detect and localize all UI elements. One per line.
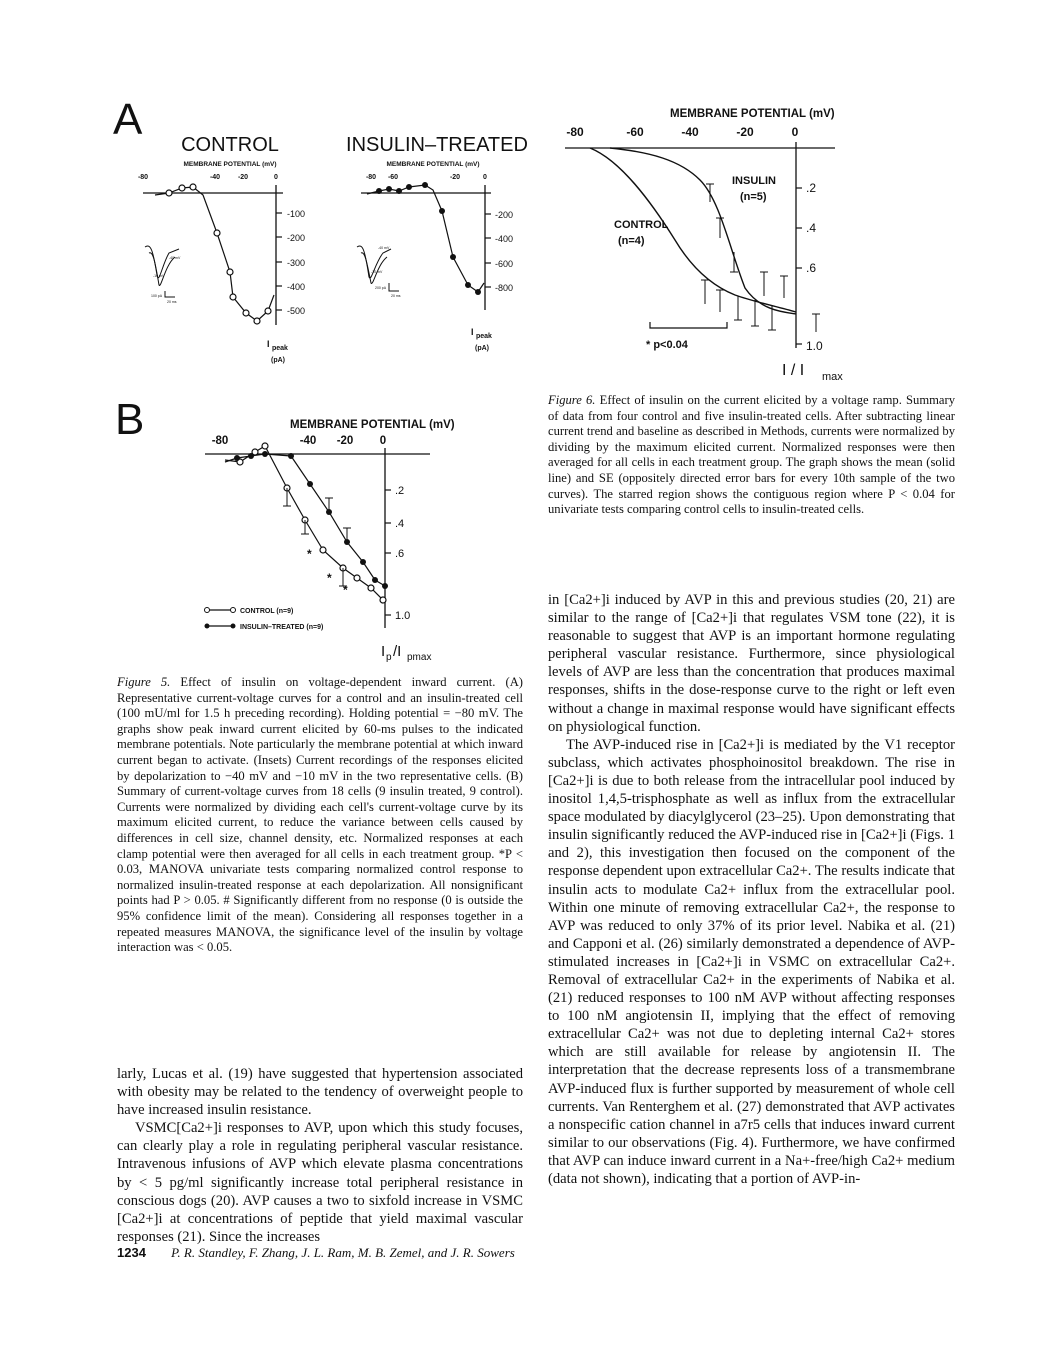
fig6-insulin-curve — [610, 148, 796, 314]
svg-text:p: p — [386, 652, 392, 663]
inset-label: 100 pA — [151, 294, 163, 298]
svg-text:*: * — [307, 547, 312, 561]
panel-b-y-tick: 1.0 — [395, 610, 411, 622]
control-x-tick: -20 — [237, 174, 249, 181]
panel-b-error-bars — [283, 488, 351, 586]
insulin-x-tick: -20 — [449, 174, 461, 181]
left-column-text — [117, 1065, 523, 1246]
figure6-caption-text: Effect of insulin on the current elicited by a voltage ramp. Summary of data from four control and five insulin-treated cells. After subtracting linear current trend and baseline as described in Methods, currents were normalized by dividing by the maximum elicited current. Normalized responses were then averaged for all cells in each treatment group. The graph shows the mean (solid line) and SE (oppositely directed error bars for every 10th sample of the two curves). The starred region shows the contiguous region where P < 0.04 for univariate tests comparing control cells to insulin-treated cells. — [548, 393, 955, 517]
insulin-y-tick: -800 — [495, 283, 514, 293]
insulin-title: INSULIN–TREATED — [346, 134, 528, 156]
fig6-x-tick: -20 — [736, 125, 754, 139]
svg-text:pmax: pmax — [407, 652, 432, 663]
insulin-x-tick: -60 — [387, 174, 399, 181]
insulin-x-tick: 0 — [483, 174, 487, 181]
fig6-x-tick: -60 — [626, 125, 644, 139]
fig6-axis-title: MEMBRANE POTENTIAL (mV) — [670, 108, 835, 120]
insulin-x-tick: -80 — [365, 174, 377, 181]
control-y-tick: -300 — [287, 258, 306, 268]
insulin-y-tick: -200 — [495, 210, 514, 220]
fig6-imax-label: I / I — [782, 362, 805, 379]
panel-b-control-points — [237, 443, 386, 603]
control-pa-label: (pA) — [271, 357, 285, 364]
control-y-tick: -400 — [287, 282, 306, 292]
insulin-axis-title: MEMBRANE POTENTIAL (mV) — [386, 161, 480, 168]
page-number: 1234 — [117, 1245, 146, 1260]
inset-label: -40 mV — [169, 256, 181, 260]
paragraph: The AVP-induced rise in [Ca2+]i is mediated by the V1 receptor subclass, which activates phosphoinositol breakdown. The rise in [Ca2+]i is due to both release from the intracellular pool induced by inositol 1,4,5-trisphosphate as well as influx from the extracellular space modulated by diacylglycerol (23–25). Upon demonstrating that insulin significantly reduced the AVP-induced rise in [Ca2+]i (Figs. 1 and 2), this investigation then focused on the component of the response dependent upon extracellular Ca2+. The results indicate that insulin acts to modulate Ca2+ influx from the extracellular pool. Within one minute of removing extracellular Ca2+, the response to AVP was reduced to only 37% of its prior level. Nabika et al. (21) and Capponi et al. (26) similarly demonstrated a dependence of AVP-stimulated increases in [Ca2+]i in VSMC on extracellular Ca2+. Removal of extracellular Ca2+ in the experiments of Nabika et al. (21) reduced responses to 100 nM AVP without affecting responses to 100 nM angiotensin II, implying that the effect of removing extracellular Ca2+ was not due to depleting internal Ca2+ stores which are still available for release by angiotensin II. The interpretation that the decrease represents loss of a transmembrane AVP-induced flux is further supported by measurement of whole cell currents. Van Renterghem et al. (27) demonstrated that AVP activates a nonspecific cation channel in a7r5 cells that induces inward current similar to our observations (Fig. 4). Furthermore, we have confirmed that AVP can induce inward current in a Na+-free/high Ca2+ medium (data not shown), indicating that a portion of AVP-in- — [548, 736, 955, 1187]
insulin-pa-label: (pA) — [475, 345, 489, 352]
paragraph: larly, Lucas et al. (19) have suggested that hypertension associated with obesity may be related to the tendency of overweight people to have increased insulin resistance. — [117, 1066, 523, 1119]
panel-a-letter: A — [113, 95, 143, 144]
fig6-signif-label: * p<0.04 — [646, 339, 688, 351]
panel-b-x-tick: -40 — [299, 435, 317, 447]
fig6-control-label: CONTROL — [614, 219, 669, 231]
panel-b-letter: B — [115, 395, 145, 444]
fig6-x-tick: -80 — [566, 125, 584, 139]
figure5-panel-b — [195, 410, 465, 670]
panel-b-y-tick: .4 — [395, 518, 405, 530]
control-axis-title: MEMBRANE POTENTIAL (mV) — [183, 161, 277, 168]
ipmax-label: I — [381, 643, 386, 660]
fig6-x-tick: -40 — [681, 125, 699, 139]
control-y-tick: -100 — [287, 209, 306, 219]
fig6-y-tick: .4 — [806, 221, 817, 235]
svg-text:/I: /I — [393, 643, 402, 660]
control-title: CONTROL — [181, 134, 279, 156]
inset-label: -40 mV — [378, 246, 390, 250]
inset-scale-bar — [389, 283, 399, 291]
panel-b-x-tick: -80 — [211, 435, 229, 447]
figure5-caption-label: Figure 5. — [117, 675, 171, 689]
control-points — [166, 184, 271, 324]
control-y-tick: -200 — [287, 233, 306, 243]
insulin-iv-curve — [367, 185, 484, 292]
svg-text:*: * — [327, 571, 332, 585]
legend-control: CONTROL (n=9) — [240, 608, 294, 615]
inset-scale-bar — [165, 291, 175, 297]
fig6-signif-bracket — [650, 322, 727, 328]
panel-b-x-tick: -20 — [336, 435, 354, 447]
panel-b-insulin-points — [234, 451, 388, 589]
fig6-error-bars — [701, 184, 820, 332]
figure5-caption — [117, 675, 523, 956]
inset-label: -10 mV — [153, 274, 165, 278]
control-ipeak-label: I — [267, 339, 270, 349]
insulin-points — [376, 182, 481, 295]
panel-b-axis-title: MEMBRANE POTENTIAL (mV) — [290, 419, 455, 431]
figure5-caption-text: Effect of insulin on voltage-dependent inward current. (A) Representative current-voltage curves for a control and an insulin-treated cell (100 mU/ml for 1.5 h preceding recording). Holding potential = −80 mV. The graphs show peak inward current elicited by 60-ms pulses to the indicated membrane potentials. Note particularly the membrane potential at which inward current began to activate. (Insets) Current recordings of the responses elicited by depolarization to −40 mV and −10 mV in the two representative cells. (B) Summary of current-voltage curves from 18 cells (9 insulin treated, 9 control). Currents were normalized by dividing each cell's current-voltage curve by its maximum elicited current, to reduce the variance between cells caused by differences in cell size, channel density, etc. Normalized responses at each clamp potential were then averaged for all cells in each treatment group. *P < 0.03, MANOVA univariate tests comparing normalized control response to normalized insulin-treated response at each depolarization. All nonsignificant points had P > 0.05. # Significantly different from no response (0 is outside the 95% confidence limit of the mean). Considering all responses together in a repeated measures MANOVA, the significance level of the insulin by voltage interaction was < 0.05. — [117, 675, 523, 955]
inset-label: 20 ms — [167, 300, 177, 304]
insulin-y-tick: -400 — [495, 234, 514, 244]
control-ipeak-sub: peak — [272, 345, 288, 352]
control-y-tick: -500 — [287, 306, 306, 316]
control-x-tick: -80 — [137, 174, 149, 181]
fig6-control-n: (n=4) — [618, 235, 645, 247]
paragraph: in [Ca2+]i induced by AVP in this and previous studies (20, 21) are similar to the range of [Ca2+]i that regulates VSM tone (22), it is reasonable to suggest that AVP is an important hormone regulating peripheral vascular resistance. Furthermore, since physiological levels of AVP are less than the concentration that produces maximal responses, shifts in the dose-response curve to the right or left even without a change in maximal response would have significant effects on physiological function. — [548, 592, 955, 735]
inset-label: -10 mV — [371, 270, 383, 274]
panel-b-x-tick: 0 — [379, 435, 387, 447]
figure5-panel-a — [135, 125, 535, 365]
svg-text:*: * — [343, 583, 348, 597]
insulin-ipeak-label: I — [471, 327, 474, 337]
inset-label: 20 ms — [391, 294, 401, 298]
figure6-chart — [550, 100, 970, 390]
panel-b-y-tick: .6 — [395, 548, 405, 560]
fig6-imax-sub: max — [822, 371, 843, 383]
fig6-insulin-n: (n=5) — [740, 191, 767, 203]
figure6-caption-label: Figure 6. — [548, 393, 596, 407]
insulin-y-tick: -600 — [495, 259, 514, 269]
authors: P. R. Standley, F. Zhang, J. L. Ram, M. B. Zemel, and J. R. Sowers — [171, 1245, 515, 1260]
inset-label: 200 pA — [375, 286, 387, 290]
insulin-ipeak-sub: peak — [476, 333, 492, 340]
right-column-text — [548, 591, 955, 1188]
paragraph: VSMC[Ca2+]i responses to AVP, upon which this study focuses, can clearly play a role in regulating peripheral vascular resistance. Intravenous infusions of AVP which elevate plasma concentrations by < 5 pg/ml significantly increase total peripheral resistance in conscious dogs (20). AVP causes a two to sixfold increase in VSMC [Ca2+]i at concentrations of peptide that yield maximal vascular responses (21). Since the increases — [117, 1120, 523, 1245]
fig6-y-tick: 1.0 — [806, 339, 823, 353]
page-footer — [117, 1245, 515, 1261]
fig6-y-tick: .6 — [806, 261, 817, 275]
figure6-caption — [548, 393, 955, 518]
control-x-tick: 0 — [274, 174, 278, 181]
fig6-insulin-label: INSULIN — [732, 175, 776, 187]
control-inset-trace — [145, 246, 179, 278]
fig6-x-tick: 0 — [791, 125, 799, 139]
control-x-tick: -40 — [209, 174, 221, 181]
fig6-y-tick: .2 — [806, 181, 817, 195]
legend-insulin: INSULIN–TREATED (n=9) — [240, 624, 324, 631]
panel-b-y-tick: .2 — [395, 485, 405, 497]
